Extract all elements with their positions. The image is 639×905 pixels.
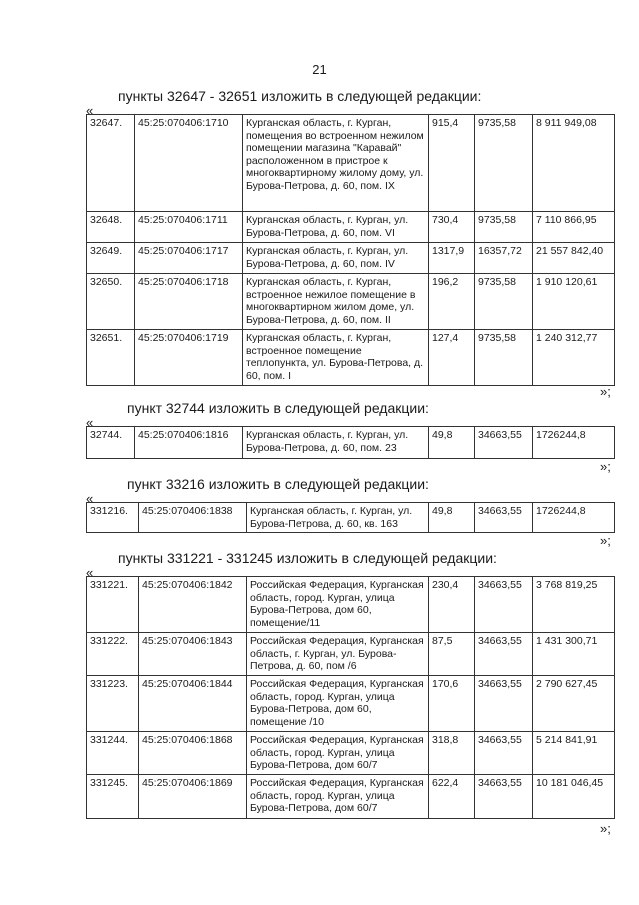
close-quote: »; — [600, 384, 611, 399]
unit-price: 34663,55 — [475, 676, 533, 732]
objects-table — [86, 426, 615, 459]
address: Российская Федерация, Курганская область, город. Курган, улица Бурова-Петрова, дом 60/7 — [247, 732, 429, 775]
unit-price: 34663,55 — [475, 732, 533, 775]
objects-table — [86, 576, 615, 819]
unit-price: 34663,55 — [475, 503, 533, 533]
row-number: 331244. — [87, 732, 139, 775]
open-quote: « — [86, 103, 94, 118]
area: 49,8 — [429, 427, 475, 459]
cadastral-number: 45:25:070406:1838 — [139, 503, 247, 533]
table-row — [87, 775, 615, 819]
table-row — [87, 633, 615, 676]
area: 196,2 — [429, 274, 475, 330]
cadastral-cost: 10 181 046,45 — [533, 775, 615, 819]
address: Курганская область, г. Курган, помещения во встроенном нежилом помещении магазина "Каравай" расположенном в пристрое к многоквартирному жилому дому, ул. Бурова-Петрова, д. 60, пом. IX — [243, 115, 429, 212]
unit-price: 34663,55 — [475, 577, 533, 633]
address: Курганская область, г. Курган, ул. Бурова-Петрова, д. 60, пом. 23 — [243, 427, 429, 459]
area: 915,4 — [429, 115, 475, 212]
unit-price: 9735,58 — [475, 115, 533, 212]
address: Российская Федерация, Курганская область, город. Курган, улица Бурова-Петрова, дом 60/7 — [247, 775, 429, 819]
table-row — [87, 330, 615, 386]
cadastral-cost: 1 910 120,61 — [533, 274, 615, 330]
unit-price: 9735,58 — [475, 274, 533, 330]
open-quote: « — [86, 565, 94, 580]
cadastral-cost: 7 110 866,95 — [533, 212, 615, 243]
area: 49,8 — [429, 503, 475, 533]
unit-price: 34663,55 — [475, 775, 533, 819]
area: 622,4 — [429, 775, 475, 819]
row-number: 331221. — [87, 577, 139, 633]
row-number: 331222. — [87, 633, 139, 676]
area: 318,8 — [429, 732, 475, 775]
row-number: 32650. — [87, 274, 135, 330]
cadastral-number: 45:25:070406:1816 — [135, 427, 243, 459]
cadastral-cost: 3 768 819,25 — [533, 577, 615, 633]
unit-price: 16357,72 — [475, 243, 533, 274]
cadastral-number: 45:25:070406:1869 — [139, 775, 247, 819]
address: Курганская область, г. Курган, ул. Бурова-Петрова, д. 60, пом. IV — [243, 243, 429, 274]
objects-table — [86, 502, 615, 533]
cadastral-number: 45:25:070406:1718 — [135, 274, 243, 330]
page-number: 21 — [312, 62, 327, 77]
row-number: 331223. — [87, 676, 139, 732]
table-row — [87, 115, 615, 212]
table-row — [87, 212, 615, 243]
address: Российская Федерация, Курганская область, город. Курган, улица Бурова-Петрова, дом 60, помещение /10 — [247, 676, 429, 732]
address: Российская Федерация, Курганская область, город. Курган, улица Бурова-Петрова, дом 60, помещение/11 — [247, 577, 429, 633]
area: 1317,9 — [429, 243, 475, 274]
cadastral-number: 45:25:070406:1868 — [139, 732, 247, 775]
area: 230,4 — [429, 577, 475, 633]
objects-table — [86, 114, 615, 386]
close-quote: »; — [600, 533, 611, 548]
table-row — [87, 676, 615, 732]
cadastral-cost: 8 911 949,08 — [533, 115, 615, 212]
table-row — [87, 274, 615, 330]
open-quote: « — [86, 491, 94, 506]
close-quote: »; — [600, 821, 611, 836]
table-row — [87, 427, 615, 459]
row-number: 32651. — [87, 330, 135, 386]
row-number: 32648. — [87, 212, 135, 243]
cadastral-cost: 1726244,8 — [533, 427, 615, 459]
section-heading: пункты 331221 - 331245 изложить в следующей редакции: — [118, 550, 497, 566]
cadastral-number: 45:25:070406:1842 — [139, 577, 247, 633]
cadastral-cost: 1 431 300,71 — [533, 633, 615, 676]
section-heading: пункт 33216 изложить в следующей редакции: — [127, 476, 429, 492]
unit-price: 34663,55 — [475, 633, 533, 676]
cadastral-number: 45:25:070406:1711 — [135, 212, 243, 243]
address: Российская Федерация, Курганская область, г. Курган, ул. Бурова-Петрова, д. 60, пом /6 — [247, 633, 429, 676]
cadastral-number: 45:25:070406:1843 — [139, 633, 247, 676]
cadastral-cost: 21 557 842,40 — [533, 243, 615, 274]
row-number: 32649. — [87, 243, 135, 274]
cadastral-cost: 2 790 627,45 — [533, 676, 615, 732]
section-heading: пункт 32744 изложить в следующей редакции: — [127, 400, 429, 416]
table-row — [87, 732, 615, 775]
area: 87,5 — [429, 633, 475, 676]
area: 170,6 — [429, 676, 475, 732]
unit-price: 9735,58 — [475, 212, 533, 243]
open-quote: « — [86, 415, 94, 430]
section-heading: пункты 32647 - 32651 изложить в следующей редакции: — [118, 88, 482, 104]
unit-price: 34663,55 — [475, 427, 533, 459]
cadastral-number: 45:25:070406:1844 — [139, 676, 247, 732]
address: Курганская область, г. Курган, ул. Бурова-Петрова, д. 60, пом. VI — [243, 212, 429, 243]
address: Курганская область, г. Курган, встроенное помещение теплопункта, ул. Бурова-Петрова, д. 60, пом. I — [243, 330, 429, 386]
table-row — [87, 503, 615, 533]
area: 127,4 — [429, 330, 475, 386]
cadastral-number: 45:25:070406:1717 — [135, 243, 243, 274]
area: 730,4 — [429, 212, 475, 243]
row-number: 32744. — [87, 427, 135, 459]
close-quote: »; — [600, 459, 611, 474]
row-number: 32647. — [87, 115, 135, 212]
cadastral-number: 45:25:070406:1710 — [135, 115, 243, 212]
cadastral-number: 45:25:070406:1719 — [135, 330, 243, 386]
cadastral-cost: 5 214 841,91 — [533, 732, 615, 775]
unit-price: 9735,58 — [475, 330, 533, 386]
cadastral-cost: 1726244,8 — [533, 503, 615, 533]
table-row — [87, 577, 615, 633]
address: Курганская область, г. Курган, встроенное нежилое помещение в многоквартирном жилом доме, ул. Бурова-Петрова, д. 60, пом. II — [243, 274, 429, 330]
cadastral-cost: 1 240 312,77 — [533, 330, 615, 386]
table-row — [87, 243, 615, 274]
row-number: 331245. — [87, 775, 139, 819]
row-number: 331216. — [87, 503, 139, 533]
address: Курганская область, г. Курган, ул. Бурова-Петрова, д. 60, кв. 163 — [247, 503, 429, 533]
